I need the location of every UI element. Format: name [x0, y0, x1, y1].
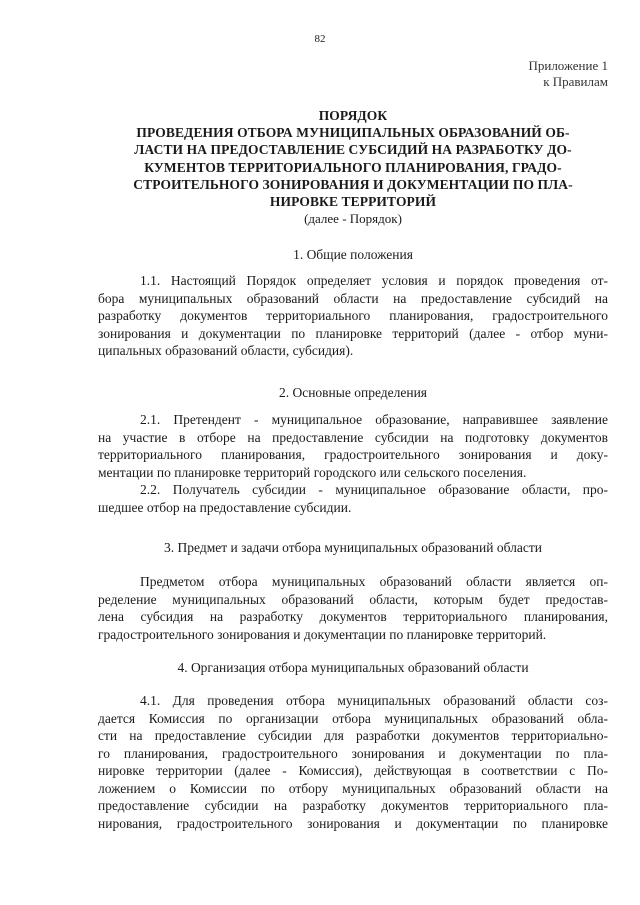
text-line: зонирования и документации по планировке территорий (далее - отбор муни- — [98, 325, 608, 341]
text-line: ределение муниципальных образований области, которым будет предостав- — [98, 591, 608, 607]
text-line: градостроительного зонирования и документации по планировке территорий. — [98, 626, 547, 642]
text-line: предоставление субсидии на разработку документов территориального пла- — [98, 798, 608, 813]
text-line: лена субсидия на разработку документов территориального планирования, — [98, 609, 608, 624]
title-line: НИРОВКЕ ТЕРРИТОРИЙ — [269, 194, 437, 210]
text-line: шедшее отбор на предоставление субсидии. — [98, 499, 352, 515]
text-line: Предметом отбора муниципальных образований области является оп- — [140, 574, 608, 589]
paragraph-3-1 — [98, 573, 608, 643]
title-line: КУМЕНТОВ ТЕРРИТОРИАЛЬНОГО ПЛАНИРОВАНИЯ, ГРАДО- — [144, 159, 562, 175]
text-line: ципальных образований области, субсидия). — [98, 343, 354, 358]
text-line: территориального планирования, градостроительного зонирования и доку- — [98, 447, 608, 462]
text-line: дается Комиссия по организации отбора муниципальных образований обла- — [98, 710, 608, 726]
text-line: нирования, градостроительного зонирования и документации по планировке — [98, 815, 608, 831]
appendix-line-1: Приложение 1 — [528, 58, 608, 73]
paragraph-1-1 — [98, 272, 608, 360]
text-line: 1.1. Настоящий Порядок определяет условия и порядок проведения от- — [140, 273, 608, 288]
page-number: 82 — [314, 33, 326, 45]
title-line: ЛАСТИ НА ПРЕДОСТАВЛЕНИЕ СУБСИДИЙ НА РАЗРАБОТКУ ДО- — [134, 142, 572, 158]
text-line: 2.2. Получатель субсидии - муниципальное образование области, про- — [140, 482, 608, 497]
text-line: ментации по планировке территорий городского или сельского поселения. — [98, 464, 527, 480]
text-line: го планирования, градостроительного зонирования и документации по пла- — [98, 745, 608, 761]
text-line: 2.1. Претендент - муниципальное образование, направившее заявление — [140, 412, 608, 427]
text-line: бора муниципальных образований области на предоставление субсидий на — [98, 290, 608, 306]
text-line: разработку документов территориального планирования, градостроительного — [98, 308, 608, 323]
document-title — [98, 107, 608, 227]
text-line: 4.1. Для проведения отбора муниципальных образований области соз- — [140, 693, 608, 708]
text-line: нировке территории (далее - Комиссия), действующая в соответствии с По- — [98, 763, 608, 778]
text-line: ложением о Комиссии по отбору муниципальных образований области на — [98, 780, 608, 796]
text-line: сти на предоставление субсидии для разработки документов территориально- — [98, 728, 608, 743]
appendix-line-2: к Правилам — [543, 74, 608, 89]
paragraph-4-1 — [98, 692, 608, 832]
title-line: ПРОВЕДЕНИЯ ОТБОРА МУНИЦИПАЛЬНЫХ ОБРАЗОВАНИЙ ОБ- — [136, 125, 570, 141]
section-heading-1: 1. Общие положения — [293, 247, 413, 262]
section-heading-3: 3. Предмет и задачи отбора муниципальных образований области — [164, 540, 542, 555]
section-heading-2: 2. Основные определения — [278, 385, 428, 400]
paragraph-2-2 — [98, 481, 608, 516]
paragraph-2-1 — [98, 411, 608, 481]
title-line: ПОРЯДОК — [318, 108, 388, 123]
title-line: СТРОИТЕЛЬНОГО ЗОНИРОВАНИЯ И ДОКУМЕНТАЦИИ ПО ПЛА- — [133, 176, 573, 192]
title-subtitle: (далее - Порядок) — [304, 211, 402, 227]
text-line: на участие в отборе на предоставление субсидии на подготовку документов — [98, 429, 608, 445]
appendix-note — [528, 58, 608, 90]
section-heading-4: 4. Организация отбора муниципальных образований области — [177, 660, 529, 675]
